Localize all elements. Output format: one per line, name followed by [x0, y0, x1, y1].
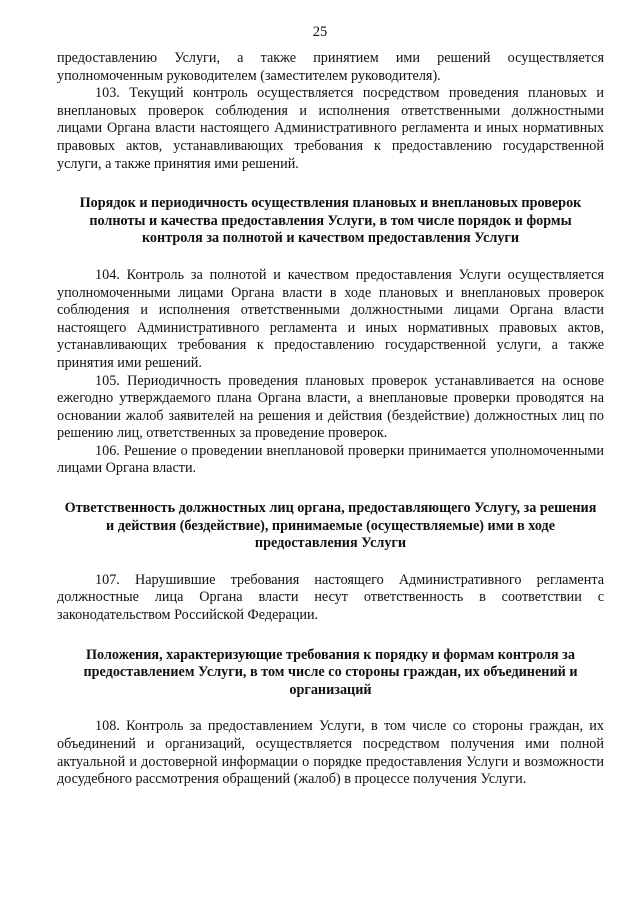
- page-number: 25: [312, 24, 328, 40]
- paragraph-108: 108. Контроль за предоставлением Услуги, в том числе со стороны граждан, их объединений и организаций, осуществляется посредством получения ими полной актуальной и достоверной информации о порядке предоставления Услуги и возможности досудебного рассмотрения обращений (жалоб) в процессе получения Услуги.: [57, 718, 604, 788]
- paragraph-continuation: предоставлению Услуги, а также принятием ими решений осуществляется уполномоченным руководителем (заместителем руководителя).: [57, 50, 604, 84]
- paragraph-104: 104. Контроль за полнотой и качеством предоставления Услуги осуществляется уполномоченными лицами Органа власти в ходе плановых и внеплановых проверок соблюдения и исполнения ответственными должностными лицами Органа власти настоящего Административного регламента и иных нормативных правовых актов, устанавливающих требования к предоставлению государственной услуги, а также принятия ими решений.: [57, 266, 604, 371]
- paragraph-105: 105. Периодичность проведения плановых проверок устанавливается на основе ежегодно утверждаемого плана Органа власти, а внеплановые проверки проводятся на основании жалоб заявителей на решения и действия (бездействие) должностных лиц по решению лиц, ответственных за проведение проверок.: [57, 372, 604, 442]
- paragraph-103: 103. Текущий контроль осуществляется посредством проведения плановых и внеплановых проверок соблюдения и исполнения ответственными должностными лицами Органа власти настоящего Административного регламента и иных нормативных правовых актов, устанавливающих требования к предоставлению государственной услуги, а также принятия ими решений.: [57, 85, 604, 172]
- section-heading-control-requirements: Положения, характеризующие требования к порядку и формам контроля за предоставлением Услуги, в том числе со стороны граждан, их объединений и организаций: [83, 646, 578, 698]
- page-content: [57, 50, 604, 789]
- paragraph-106: 106. Решение о проведении внеплановой проверки принимается уполномоченными лицами Органа власти.: [57, 442, 604, 477]
- section-heading-inspections: Порядок и периодичность осуществления плановых и внеплановых проверок полноты и качества предоставления Услуги, в том числе порядок и формы контроля за полнотой и качеством предоставления Услуги: [79, 195, 582, 247]
- paragraph-107: 107. Нарушившие требования настоящего Административного регламента должностные лица Органа власти несут ответственность в соответствии с законодательством Российской Федерации.: [57, 571, 604, 624]
- section-heading-responsibility: Ответственность должностных лиц органа, предоставляющего Услугу, за решения и действия (бездействие), принимаемые (осуществляемые) ими в ходе предоставления Услуги: [64, 500, 597, 552]
